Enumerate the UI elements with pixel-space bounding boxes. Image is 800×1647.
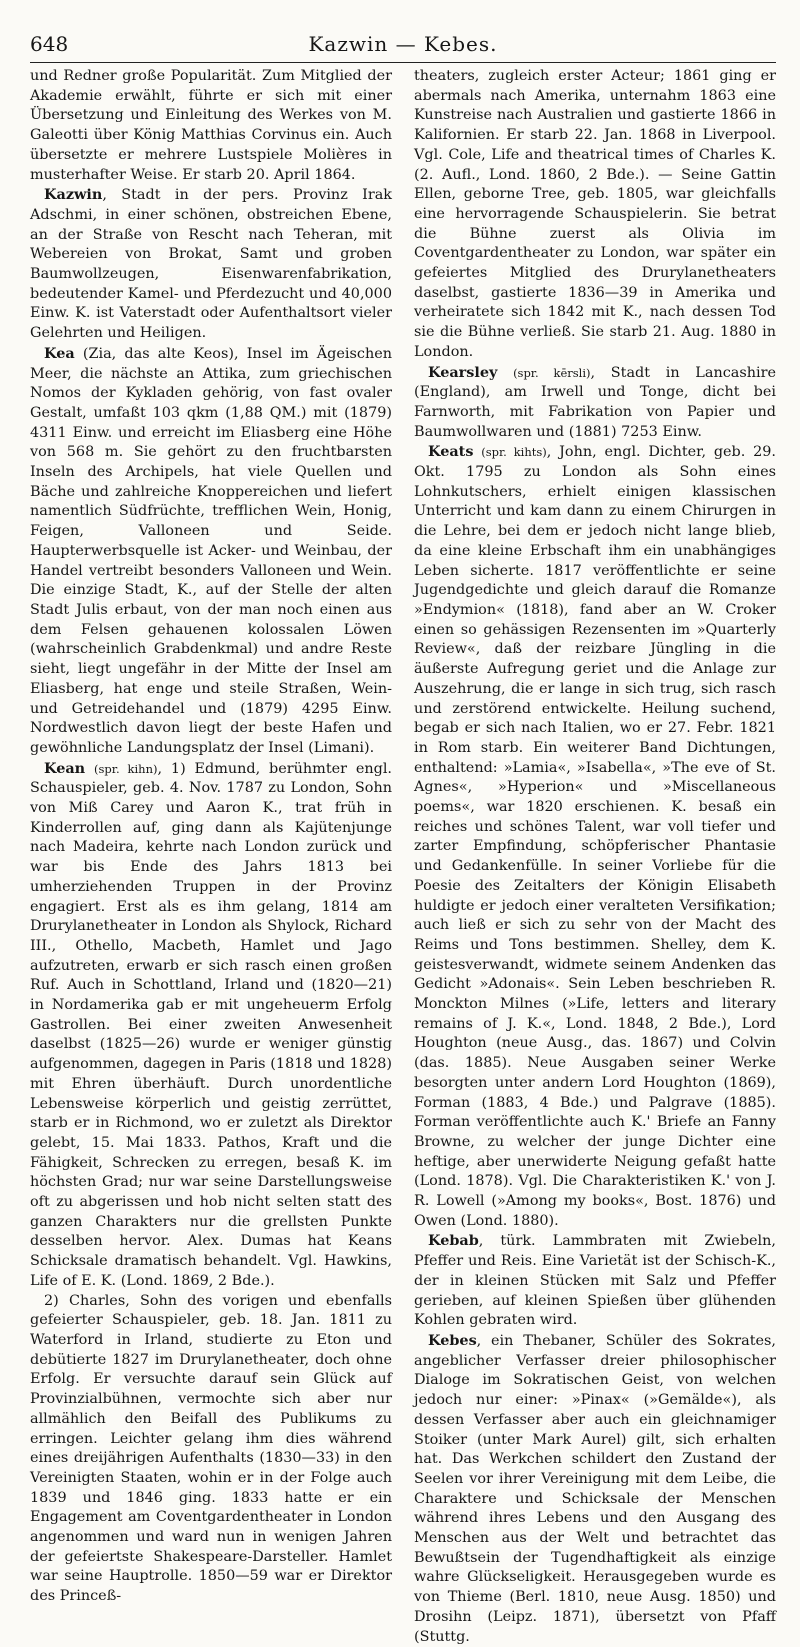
entry-lemma: Kearsley (428, 363, 498, 381)
entry-kazwin (30, 185, 392, 344)
entry-text: , Stadt in der pers. Provinz Irak Adschmi, in einer schönen, obstreichen Ebene, an der Straße von Rescht nach Teheran, mit Webereien von Brokat, Samt und groben Baumwollzeugen, Eisenwarenfabrikation, bedeutender Kamel- und Pferdezucht und 40,000 Einw. K. ist Vaterstadt oder Aufenthaltsort vieler Gelehrten und Heiligen. (30, 187, 392, 342)
text-columns (30, 67, 776, 1647)
entry-lemma: Keats (428, 443, 474, 461)
entry-pronunciation: (spr. kērsli) (513, 365, 591, 380)
dictionary-page (0, 22, 800, 1645)
entry-lemma: Kebab (428, 1232, 479, 1250)
left-column (30, 67, 392, 1647)
entry-text: , ein Thebaner, Schüler des Sokrates, angeblicher Verfasser dreier philosophischer Dialoge im Sokratischen Geist, von welchen jedoch nur einer: »Pinax« (»Gemälde«), als dessen Verfasser aber auch ein gleichnamiger Stoiker (unter Mark Aurel) gilt, sich erhalten hat. Das Werkchen schildert den Zustand der Seelen vor ihrer Vereinigung mit dem Leibe, die Charaktere und Schicksale der Menschen während ihres Lebens und den Ausgang des Menschen aus der Welt und betrachtet das Bewußtsein der Tugendhaftigkeit als einzige wahre Glückseligkeit. Herausgegeben wurde es von Thieme (Berl. 1810, neue Ausg. 1850) und Drosihn (Leipz. 1871), übersetzt von Pfaff (Stuttg. (414, 1333, 776, 1645)
entry-pronunciation: (spr. kihts) (481, 445, 547, 460)
entry-kebab (414, 1231, 776, 1331)
page-header (30, 22, 776, 63)
entry-text: , türk. Lammbraten mit Zwiebeln, Pfeffer und Reis. Eine Varietät ist der Schisch-K., der in kleinen Stücken mit Salz und Pfeffer gerieben, auf kleinen Spießen über glühenden Kohlen gebraten wird. (414, 1233, 776, 1329)
entry-continuation (414, 67, 776, 363)
entry-text: (Zia, das alte Keos), Insel im Ägeischen Meer, die nächste an Attika, zum griechischen Nomos der Kykladen gehörig, von fast ovaler Gestalt, umfaßt 103 qkm (1,88 QM.) mit (1879) 4311 Einw. und erreicht im Eliasberg eine Höhe von 568 m. Sie gehört zu den fruchtbarsten Inseln des Archipels, hat viele Quellen und Bäche und zahlreiche Knoppereichen und liefert namentlich Südfrüchte, trefflichen Wein, Honig, Feigen, Valloneen und Seide. Haupterwerbsquelle ist Acker- und Weinbau, der Handel vertreibt besonders Valloneen und Wein. Die einzige Stadt, K., auf der Stelle der alten Stadt Julis erbaut, von der man noch einen aus dem Felsen gehauenen kolossalen Löwen (wahrscheinlich Grabdenkmal) und andre Reste sieht, liegt ungefähr in der Mitte der Insel am Eliasberg, hat enge und steile Straßen, Wein- und Getreidehandel und (1879) 4295 Einw. Nordwestlich davon liegt der beste Hafen und gewöhnliche Landungsplatz der Insel (Limani). (30, 345, 392, 756)
entry-text: theaters, zugleich erster Acteur; 1861 ging er abermals nach Amerika, unternahm 1863 eine Kunstreise nach Australien und gastierte 1866 in Kalifornien. Er starb 22. Jan. 1868 in Liverpool. Vgl. Cole, Life and theatrical times of Charles K. (2. Aufl., Lond. 1860, 2 Bde.). — Seine Gattin Ellen, geborne Tree, geb. 1805, war gleichfalls eine hervorragende Schauspielerin. Sie betrat die Bühne zuerst als Olivia im Coventgardentheater zu London, war später ein gefeiertes Mitglied des Drurylanetheaters daselbst, gastierte 1836—39 in Amerika und verheiratete sich 1842 mit K., nach dessen Tod sie die Bühne verließ. Sie starb 21. Aug. 1880 in London. (414, 68, 776, 360)
entry-kearsley (414, 363, 776, 443)
entry-text: , John, engl. Dichter, geb. 29. Okt. 1795 zu London als Sohn eines Lohnkutschers, erhielt einigen klassischen Unterricht und kam dann zu einem Chirurgen in die Lehre, bei dem er jedoch nicht lange blieb, da eine kleine Erbschaft ihm ein unabhängiges Leben sicherte. 1817 veröffentlichte er seine Jugendgedichte und gleich darauf die Romanze »Endymion« (1818), fand aber an W. Croker einen so gehässigen Rezensenten im »Quarterly Review«, daß der reizbare Jüngling in die äußerste Aufregung geriet und die Anlage zur Auszehrung, die er lange in sich trug, sich rasch und zerstörend entwickelte. Heilung suchend, begab er sich nach Italien, wo er 27. Febr. 1821 in Rom starb. Ein weiterer Band Dichtungen, enthaltend: »Lamia«, »Isabella«, »The eve of St. Agnes«, »Hyperion« und »Miscellaneous poems«, war 1820 erschienen. K. besaß ein reiches und schönes Talent, war voll tiefer und zarter Empfindung, schöpferischer Phantasie und Gedankenfülle. In seiner Vorliebe für die Poesie des Zeitalters der Königin Elisabeth huldigte er jedoch einer veralteten Versifikation; auch ließ er sich zu sehr von der Macht des Reims und Tons bestimmen. Shelley, dem K. geistesverwandt, widmete seinem Andenken das Gedicht »Adonais«. Sein Leben beschrieben R. Monckton Milnes (»Life, letters and literary remains of J. K.«, Lond. 1848, 2 Bde.), Lord Houghton (neue Ausg., das. 1867) und Colvin (das. 1885). Neue Ausgaben seiner Werke besorgten unter andern Lord Houghton (1869), Forman (1883, 4 Bde.) und Palgrave (1885). Forman veröffentlichte auch K.' Briefe an Fanny Browne, zu welcher der junge Dichter eine heftige, aber unerwiderte Neigung gefaßt hatte (Lond. 1878). Vgl. Die Charakteristiken K.' von J. R. Lowell (»Among my books«, Bost. 1876) und Owen (Lond. 1880). (414, 444, 777, 1229)
running-head: Kazwin — Kebes. (308, 32, 498, 56)
entry-kean (30, 759, 392, 1292)
entry-lemma: Kean (44, 759, 86, 777)
right-column (414, 67, 776, 1647)
entry-lemma: Kebes (428, 1332, 477, 1349)
entry-kea (30, 344, 392, 759)
entry-lemma: Kea (44, 344, 75, 362)
entry-text: , 1) Edmund, berühmter engl. Schauspieler, geb. 4. Nov. 1787 zu London, Sohn von Miß Carey und Aaron K., trat früh in Kinderrollen auf, ging dann als Kajütenjunge nach Madeira, kehrte nach London zurück und war bis Ende des Jahrs 1813 bei umherziehenden Truppen in der Provinz engagiert. Erst als es ihm gelang, 1814 am Drurylanetheater in London als Shylock, Richard III., Othello, Macbeth, Hamlet und Jago aufzutreten, erwarb er sich rasch einen großen Ruf. Auch in Schottland, Irland und (1820—21) in Nordamerika gab er mit ungeheuerm Erfolg Gastrollen. Bei einer zweiten Anwesenheit daselbst (1825—26) wurde er weniger günstig aufgenommen, dagegen in Paris (1818 und 1828) mit Ehren überhäuft. Durch unordentliche Lebensweise körperlich und geistig zerrüttet, starb er in Richmond, wo er zuletzt als Direktor gelebt, 15. Mai 1833. Pathos, Kraft und die Fähigkeit, Schrecken zu erregen, besaß K. im höchsten Grad; nur war seine Darstellungsweise oft zu abgerissen und hob nicht selten statt des ganzen Charakters nur die grellsten Punkte desselben hervor. Alex. Dumas hat Keans Schicksale dramatisch behandelt. Vgl. Hawkins, Life of E. K. (Lond. 1869, 2 Bde.). (30, 760, 393, 1289)
page-number: 648 (30, 32, 69, 56)
entry-text: , Stadt in Lancashire (England), am Irwell und Tonge, dicht bei Farnworth, mit Fabrikation von Papier und Baumwollwaren und (1881) 7253 Einw. (414, 364, 776, 440)
entry-kean-charles (30, 1292, 392, 1607)
entry-text: und Redner große Popularität. Zum Mitglied der Akademie erwählt, führte er sich mit einer Übersetzung und Einleitung des Werkes von M. Galeotti über König Matthias Corvinus ein. Auch übersetzte er mehrere Lustspiele Molières in musterhafter Weise. Er starb 20. April 1864. (30, 68, 392, 183)
entry-lemma: Kazwin (44, 186, 103, 204)
entry-continuation (30, 67, 392, 185)
entry-keats (414, 442, 776, 1231)
entry-text: 2) Charles, Sohn des vorigen und ebenfalls gefeierter Schauspieler, geb. 18. Jan. 1811 zu Waterford in Irland, studierte zu Eton und debütierte 1827 im Drurylanetheater, doch ohne Erfolg. Er versuchte darauf sein Glück auf Provinzialbühnen, vermochte sich aber nur allmählich den Beifall des Publikums zu erringen. Leichter gelang ihm dies während eines dreijährigen Aufenthalts (1830—33) in den Vereinigten Staaten, wohin er in der Folge auch 1839 und 1846 ging. 1833 hatte er ein Engagement am Coventgardentheater in London angenommen und ward nun in wenigen Jahren der gefeiertste Shakespeare-Darsteller. Hamlet war seine Hauptrolle. 1850—59 war er Direktor des Princeß- (30, 1292, 392, 1605)
entry-kebes (414, 1331, 776, 1647)
entry-pronunciation: (spr. kihn) (93, 761, 158, 776)
